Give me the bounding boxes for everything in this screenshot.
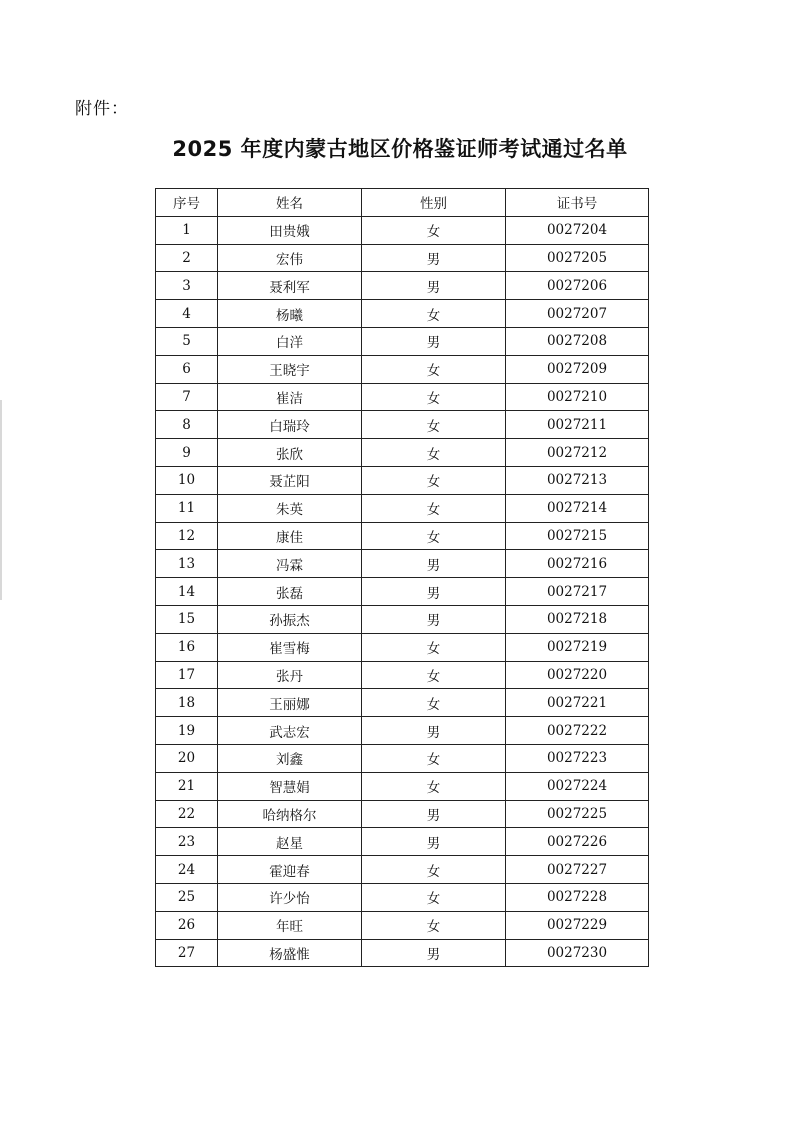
- cell-seq: 19: [156, 717, 218, 745]
- header-certificate-no: 证书号: [506, 189, 649, 217]
- table-row: [156, 689, 649, 717]
- cell-name: 哈纳格尔: [218, 800, 362, 828]
- cell-gender: 女: [362, 856, 506, 884]
- cell-certificate-no: 0027204: [506, 216, 649, 244]
- cell-seq: 5: [156, 327, 218, 355]
- passed-candidates-table: [155, 188, 649, 967]
- cell-certificate-no: 0027226: [506, 828, 649, 856]
- cell-name: 田贵娥: [218, 216, 362, 244]
- cell-certificate-no: 0027210: [506, 383, 649, 411]
- cell-gender: 女: [362, 466, 506, 494]
- table-row: [156, 522, 649, 550]
- cell-name: 朱英: [218, 494, 362, 522]
- cell-name: 康佳: [218, 522, 362, 550]
- cell-seq: 13: [156, 550, 218, 578]
- cell-gender: 女: [362, 883, 506, 911]
- cell-certificate-no: 0027207: [506, 300, 649, 328]
- cell-certificate-no: 0027221: [506, 689, 649, 717]
- cell-certificate-no: 0027209: [506, 355, 649, 383]
- cell-gender: 男: [362, 828, 506, 856]
- attachment-label: 附件：: [75, 99, 129, 119]
- cell-gender: 男: [362, 578, 506, 606]
- table-row: [156, 411, 649, 439]
- cell-gender: 女: [362, 744, 506, 772]
- cell-seq: 16: [156, 633, 218, 661]
- table-row: [156, 327, 649, 355]
- cell-certificate-no: 0027228: [506, 883, 649, 911]
- cell-name: 智慧娟: [218, 772, 362, 800]
- table-row: [156, 216, 649, 244]
- table-row: [156, 300, 649, 328]
- cell-seq: 20: [156, 744, 218, 772]
- cell-name: 张磊: [218, 578, 362, 606]
- cell-seq: 15: [156, 605, 218, 633]
- cell-gender: 男: [362, 605, 506, 633]
- cell-certificate-no: 0027222: [506, 717, 649, 745]
- cell-certificate-no: 0027213: [506, 466, 649, 494]
- table-row: [156, 272, 649, 300]
- table-row: [156, 883, 649, 911]
- table-row: [156, 466, 649, 494]
- cell-seq: 25: [156, 883, 218, 911]
- cell-certificate-no: 0027219: [506, 633, 649, 661]
- cell-certificate-no: 0027230: [506, 939, 649, 967]
- cell-name: 杨盛惟: [218, 939, 362, 967]
- cell-seq: 3: [156, 272, 218, 300]
- cell-certificate-no: 0027216: [506, 550, 649, 578]
- cell-seq: 8: [156, 411, 218, 439]
- cell-name: 杨曦: [218, 300, 362, 328]
- cell-seq: 22: [156, 800, 218, 828]
- cell-gender: 女: [362, 522, 506, 550]
- cell-seq: 14: [156, 578, 218, 606]
- table-row: [156, 605, 649, 633]
- cell-seq: 18: [156, 689, 218, 717]
- scan-edge-mark: [0, 400, 2, 600]
- cell-certificate-no: 0027224: [506, 772, 649, 800]
- header-seq: 序号: [156, 189, 218, 217]
- cell-name: 崔洁: [218, 383, 362, 411]
- table-row: [156, 744, 649, 772]
- cell-seq: 12: [156, 522, 218, 550]
- cell-certificate-no: 0027208: [506, 327, 649, 355]
- table-row: [156, 633, 649, 661]
- cell-gender: 女: [362, 411, 506, 439]
- cell-gender: 女: [362, 300, 506, 328]
- cell-name: 聂芷阳: [218, 466, 362, 494]
- cell-certificate-no: 0027223: [506, 744, 649, 772]
- cell-gender: 男: [362, 939, 506, 967]
- cell-name: 白洋: [218, 327, 362, 355]
- cell-name: 武志宏: [218, 717, 362, 745]
- cell-name: 许少怡: [218, 883, 362, 911]
- header-gender: 性别: [362, 189, 506, 217]
- table-row: [156, 856, 649, 884]
- cell-gender: 女: [362, 355, 506, 383]
- cell-seq: 11: [156, 494, 218, 522]
- cell-certificate-no: 0027227: [506, 856, 649, 884]
- cell-name: 年旺: [218, 911, 362, 939]
- cell-seq: 7: [156, 383, 218, 411]
- table-row: [156, 772, 649, 800]
- cell-certificate-no: 0027214: [506, 494, 649, 522]
- cell-certificate-no: 0027206: [506, 272, 649, 300]
- cell-seq: 9: [156, 439, 218, 467]
- header-name: 姓名: [218, 189, 362, 217]
- cell-name: 张丹: [218, 661, 362, 689]
- table-row: [156, 383, 649, 411]
- cell-name: 霍迎春: [218, 856, 362, 884]
- cell-seq: 2: [156, 244, 218, 272]
- table-row: [156, 717, 649, 745]
- cell-certificate-no: 0027212: [506, 439, 649, 467]
- cell-gender: 女: [362, 439, 506, 467]
- cell-name: 刘鑫: [218, 744, 362, 772]
- cell-gender: 女: [362, 689, 506, 717]
- table-row: [156, 439, 649, 467]
- cell-gender: 女: [362, 911, 506, 939]
- cell-name: 王丽娜: [218, 689, 362, 717]
- cell-gender: 女: [362, 216, 506, 244]
- cell-certificate-no: 0027215: [506, 522, 649, 550]
- cell-gender: 女: [362, 633, 506, 661]
- cell-gender: 男: [362, 272, 506, 300]
- cell-name: 宏伟: [218, 244, 362, 272]
- cell-gender: 男: [362, 327, 506, 355]
- table-row: [156, 911, 649, 939]
- cell-certificate-no: 0027218: [506, 605, 649, 633]
- table-row: [156, 355, 649, 383]
- document-title: 2025 年度内蒙古地区价格鉴证师考试通过名单: [172, 137, 628, 161]
- cell-gender: 男: [362, 800, 506, 828]
- cell-certificate-no: 0027205: [506, 244, 649, 272]
- cell-seq: 1: [156, 216, 218, 244]
- cell-name: 孙振杰: [218, 605, 362, 633]
- cell-name: 赵星: [218, 828, 362, 856]
- cell-certificate-no: 0027229: [506, 911, 649, 939]
- cell-name: 聂利军: [218, 272, 362, 300]
- table-body: [156, 216, 649, 967]
- table-row: [156, 578, 649, 606]
- cell-certificate-no: 0027211: [506, 411, 649, 439]
- table-row: [156, 939, 649, 967]
- cell-name: 张欣: [218, 439, 362, 467]
- cell-gender: 女: [362, 661, 506, 689]
- cell-gender: 男: [362, 717, 506, 745]
- cell-certificate-no: 0027225: [506, 800, 649, 828]
- cell-gender: 女: [362, 772, 506, 800]
- cell-seq: 23: [156, 828, 218, 856]
- table-header-row: [156, 189, 649, 217]
- cell-gender: 女: [362, 494, 506, 522]
- cell-name: 白瑞玲: [218, 411, 362, 439]
- table-row: [156, 800, 649, 828]
- cell-seq: 21: [156, 772, 218, 800]
- cell-seq: 26: [156, 911, 218, 939]
- cell-gender: 女: [362, 383, 506, 411]
- cell-gender: 男: [362, 550, 506, 578]
- cell-seq: 4: [156, 300, 218, 328]
- cell-seq: 24: [156, 856, 218, 884]
- table-row: [156, 828, 649, 856]
- table-row: [156, 661, 649, 689]
- cell-name: 冯霖: [218, 550, 362, 578]
- cell-certificate-no: 0027220: [506, 661, 649, 689]
- cell-certificate-no: 0027217: [506, 578, 649, 606]
- table-row: [156, 244, 649, 272]
- table-row: [156, 550, 649, 578]
- cell-seq: 10: [156, 466, 218, 494]
- table-row: [156, 494, 649, 522]
- cell-name: 崔雪梅: [218, 633, 362, 661]
- cell-seq: 27: [156, 939, 218, 967]
- cell-name: 王晓宇: [218, 355, 362, 383]
- cell-seq: 17: [156, 661, 218, 689]
- cell-gender: 男: [362, 244, 506, 272]
- cell-seq: 6: [156, 355, 218, 383]
